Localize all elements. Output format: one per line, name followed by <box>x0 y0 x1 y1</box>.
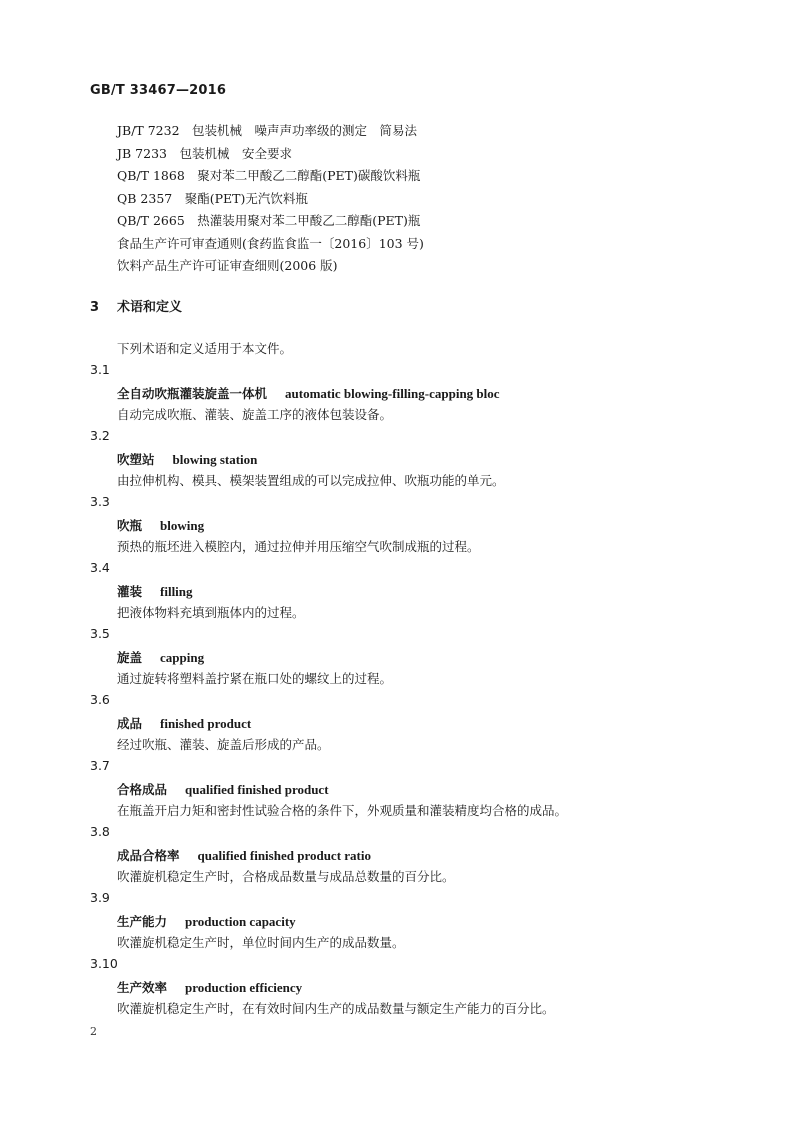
term-name-en: production efficiency <box>185 980 303 995</box>
term-entry <box>0 824 792 890</box>
term-number: 3.2 <box>90 428 110 443</box>
term-name-en: blowing station <box>172 452 258 467</box>
term-name <box>117 846 371 864</box>
term-name <box>117 912 296 930</box>
term-name-en: production capacity <box>185 914 296 929</box>
term-name-zh: 合格成品 <box>117 782 168 797</box>
term-definition: 预热的瓶坯进入模腔内，通过拉伸并用压缩空气吹制成瓶的过程。 <box>117 539 480 554</box>
reference-item: QB/T 2665 热灌装用聚对苯二甲酸乙二醇酯(PET)瓶 <box>117 213 421 228</box>
reference-item: 饮料产品生产许可证审查细则(2006 版) <box>117 258 338 273</box>
reference-item: JB/T 7232 包装机械 噪声声功率级的测定 简易法 <box>117 123 418 138</box>
term-name <box>117 780 329 798</box>
term-name <box>117 516 204 534</box>
term-number: 3.3 <box>90 494 110 509</box>
term-definition: 在瓶盖开启力矩和密封性试验合格的条件下，外观质量和灌装精度均合格的成品。 <box>117 803 568 818</box>
term-name-zh: 全自动吹瓶灌装旋盖一体机 <box>117 386 268 401</box>
term-definition: 通过旋转将塑料盖拧紧在瓶口处的螺纹上的过程。 <box>117 671 393 686</box>
term-number: 3.9 <box>90 890 110 905</box>
reference-item: JB 7233 包装机械 安全要求 <box>117 145 292 161</box>
term-number: 3.4 <box>90 560 110 575</box>
term-name <box>117 450 257 468</box>
term-name-zh: 生产效率 <box>117 980 168 995</box>
term-definition: 吹灌旋机稳定生产时，合格成品数量与成品总数量的百分比。 <box>117 869 455 884</box>
term-entry <box>0 428 792 494</box>
term-number: 3.1 <box>90 362 110 377</box>
term-name-en: qualified finished product ratio <box>197 848 371 863</box>
standard-code: GB/T 33467—2016 <box>90 83 227 98</box>
term-entry <box>0 956 792 1022</box>
reference-item: QB 2357 聚酯(PET)无汽饮料瓶 <box>117 190 308 206</box>
section-intro: 下列术语和定义适用于本文件。 <box>117 341 293 356</box>
terms-list <box>0 362 792 1022</box>
term-number: 3.6 <box>90 692 110 707</box>
term-name <box>117 582 193 600</box>
term-name-en: automatic blowing-filling-capping bloc <box>285 386 500 401</box>
section-title: 术语和定义 <box>117 300 183 315</box>
term-number: 3.10 <box>90 956 118 971</box>
term-name <box>117 714 251 732</box>
term-name-zh: 旋盖 <box>117 650 143 665</box>
term-name-zh: 成品 <box>117 716 143 731</box>
term-entry <box>0 758 792 824</box>
term-entry <box>0 560 792 626</box>
term-name-zh: 生产能力 <box>117 914 168 929</box>
term-entry <box>0 626 792 692</box>
term-number: 3.5 <box>90 626 110 641</box>
term-name <box>117 978 302 996</box>
term-name-zh: 灌装 <box>117 584 143 599</box>
term-definition: 吹灌旋机稳定生产时，在有效时间内生产的成品数量与额定生产能力的百分比。 <box>117 1001 555 1016</box>
reference-item: QB/T 1868 聚对苯二甲酸乙二醇酯(PET)碳酸饮料瓶 <box>117 168 421 183</box>
term-name-zh: 吹瓶 <box>117 518 143 533</box>
term-definition: 把液体物料充填到瓶体内的过程。 <box>117 605 305 620</box>
term-name <box>117 384 500 402</box>
term-name-en: finished product <box>160 716 252 731</box>
term-name <box>117 648 204 666</box>
term-definition: 自动完成吹瓶、灌装、旋盖工序的液体包装设备。 <box>117 407 393 422</box>
term-entry <box>0 692 792 758</box>
term-number: 3.7 <box>90 758 110 773</box>
section-heading <box>90 296 182 315</box>
term-entry <box>0 890 792 956</box>
term-number: 3.8 <box>90 824 110 839</box>
term-definition: 经过吹瓶、灌装、旋盖后形成的产品。 <box>117 737 330 752</box>
term-name-en: filling <box>160 584 193 599</box>
page-number: 2 <box>90 1025 97 1038</box>
term-entry <box>0 362 792 428</box>
term-entry <box>0 494 792 560</box>
normative-references-list <box>117 120 424 278</box>
term-name-zh: 成品合格率 <box>117 848 180 863</box>
term-name-en: blowing <box>160 518 205 533</box>
term-name-zh: 吹塑站 <box>117 452 155 467</box>
term-definition: 由拉伸机构、模具、模架装置组成的可以完成拉伸、吹瓶功能的单元。 <box>117 473 505 488</box>
term-name-en: qualified finished product <box>185 782 329 797</box>
term-name-en: capping <box>160 650 205 665</box>
reference-item: 食品生产许可审查通则(食药监食监一〔2016〕103 号) <box>117 235 424 251</box>
section-number: 3 <box>90 300 100 315</box>
term-definition: 吹灌旋机稳定生产时，单位时间内生产的成品数量。 <box>117 935 405 950</box>
